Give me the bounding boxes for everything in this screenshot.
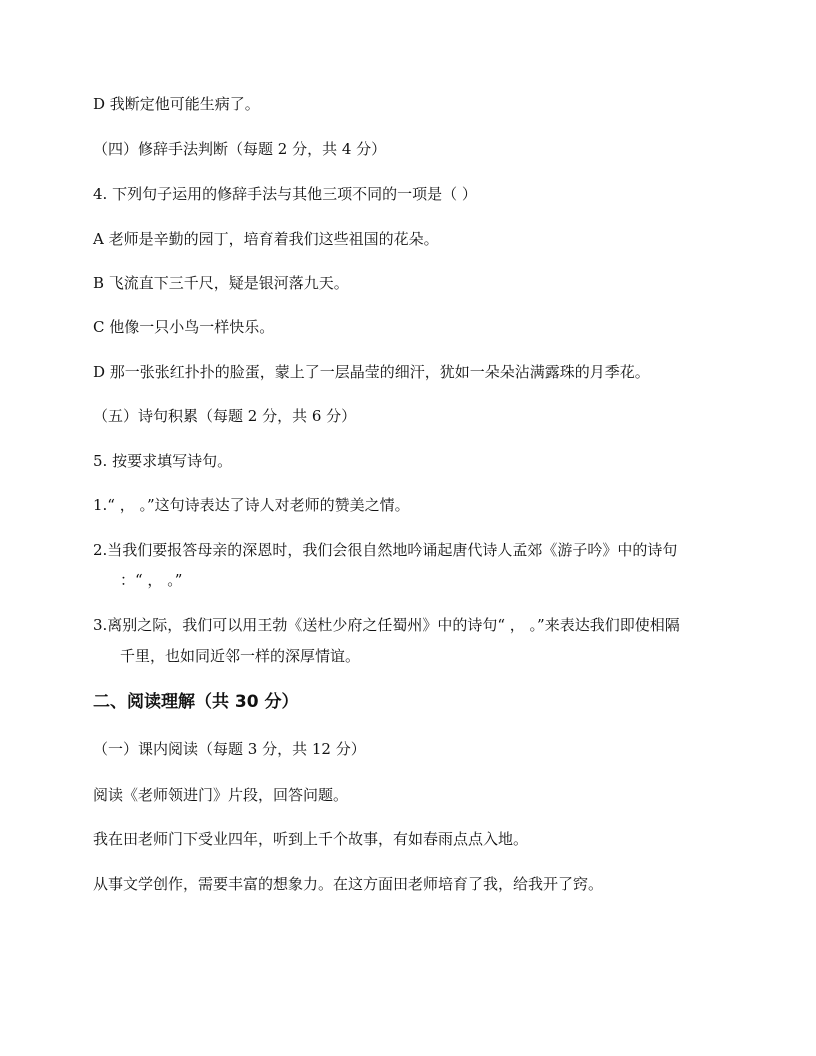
passage-paragraph-1: 我在田老师门下受业四年，听到上千个故事，有如春雨点点入地。 — [93, 830, 529, 848]
option-d: D 那一张张红扑扑的脸蛋，蒙上了一层晶莹的细汗，犹如一朵朵沾满露珠的月季花。 — [93, 363, 650, 381]
passage-paragraph-2: 从事文学创作，需要丰富的想象力。在这方面田老师培育了我，给我开了窍。 — [93, 875, 604, 893]
subsection-in-class-reading-title: （一）课内阅读（每题 3 分，共 12 分） — [93, 740, 366, 758]
poetry-item-2-continued: ：“ ， 。” — [120, 571, 183, 589]
poetry-item-2: 2.当我们要报答母亲的深恩时，我们会很自然地吟诵起唐代诗人孟郊《游子吟》中的诗句 — [93, 541, 678, 559]
reading-instruction: 阅读《老师领进门》片段，回答问题。 — [93, 786, 349, 804]
option-b: B 飞流直下三千尺，疑是银河落九天。 — [93, 274, 349, 292]
question-4: 4. 下列句子运用的修辞手法与其他三项不同的一项是（ ） — [93, 185, 477, 203]
subsection-rhetoric-title: （四）修辞手法判断（每题 2 分，共 4 分） — [93, 140, 387, 158]
poetry-item-3-continued: 千里，也如同近邻一样的深厚情谊。 — [120, 647, 361, 665]
poetry-item-3: 3.离别之际，我们可以用王勃《送杜少府之任蜀州》中的诗句“ ， 。”来表达我们即使相隔 — [93, 616, 680, 634]
section-reading-heading: 二、阅读理解（共 30 分） — [93, 692, 299, 712]
option-c: C 他像一只小鸟一样快乐。 — [93, 318, 275, 336]
poetry-item-1: 1.“ ， 。”这句诗表达了诗人对老师的赞美之情。 — [93, 496, 410, 514]
question-5: 5. 按要求填写诗句。 — [93, 452, 233, 470]
option-d-sick: D 我断定他可能生病了。 — [93, 95, 260, 113]
option-a: A 老师是辛勤的园丁，培育着我们这些祖国的花朵。 — [93, 230, 439, 248]
subsection-poetry-title: （五）诗句积累（每题 2 分，共 6 分） — [93, 407, 357, 425]
